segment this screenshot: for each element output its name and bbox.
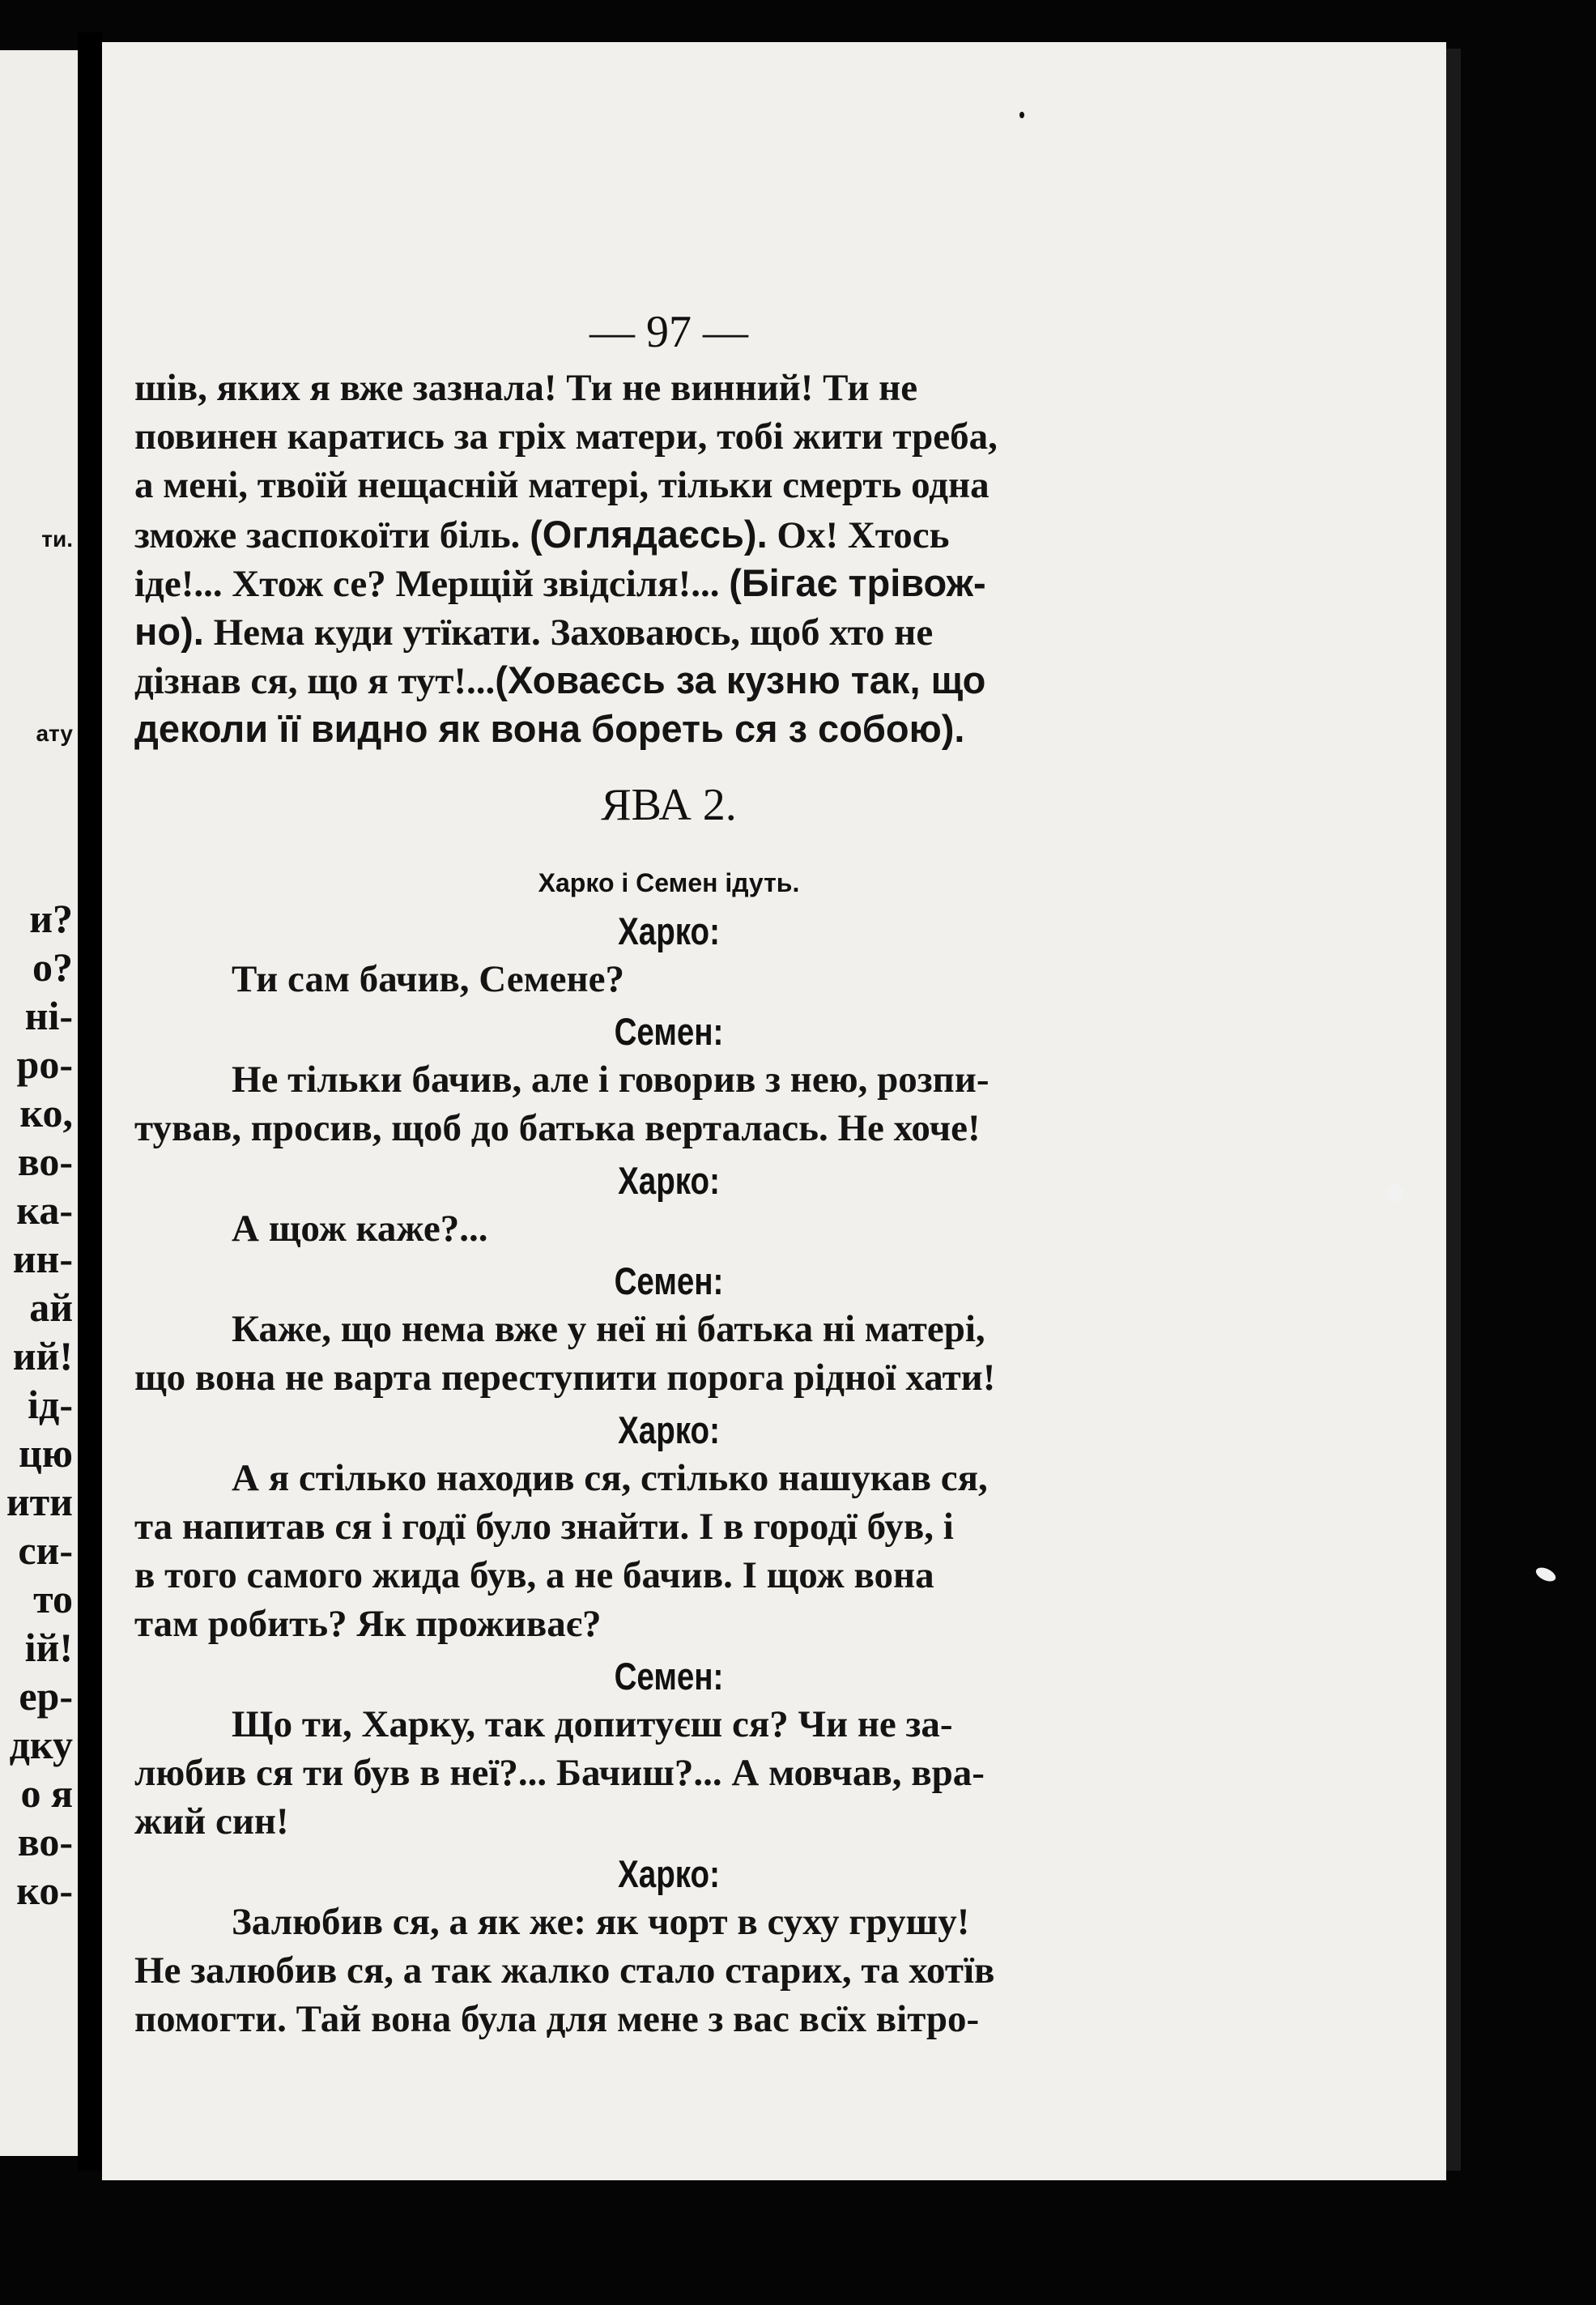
dialogue-line: в того самого жида був, а не бачив. І щож вона [134,1554,934,1596]
speaker-name: Семен: [614,1010,724,1053]
dialogue-line: Що ти, Харку, так допитуєш ся? Чи не за- [232,1703,953,1745]
dialogue-line: помогти. Тай вона була для мене з вас всїх вітро- [134,1998,980,2040]
line-text: повинен каратись за гріх матери, тобі жити треба, [134,415,998,458]
left-page-text: ату [36,721,73,746]
dialogue-line: та напитав ся і годї було знайти. І в городї був, і [134,1506,954,1548]
line-text: дізнав ся, що я тут!... [134,660,496,702]
dialogue-line: тував, просив, щоб до батька верталась. Не хоче! [134,1107,981,1149]
text-line [134,512,949,557]
line-text: Нема куди утїкати. Заховаюсь, щоб хто не [203,611,934,654]
dialogue-line: Залюбив ся, а як же: як чорт в суху грушу! [232,1901,970,1943]
page-number: — 97 — [589,307,748,357]
text-line [134,658,985,703]
speck [1019,112,1024,118]
left-page-text: о? [32,944,73,990]
line-text: шів, яких я вже зазнала! Ти не винний! Ти не [134,367,918,409]
text-line [134,560,986,606]
line-text: іде!... Хтож се? Мерщій звідсіля!... [134,563,730,605]
dialogue-line: там робить? Як проживає? [134,1603,602,1645]
left-page-text: ти. [41,526,73,552]
left-page-text: дку [9,1722,73,1767]
speaker-name: Харко: [618,1159,720,1202]
left-page-text: ко- [16,1868,73,1913]
dialogue-line: любив ся ти був в неї?... Бачиш?... А мовчав, вра- [134,1752,985,1794]
stage-direction: (Бігає трівож- [729,561,986,604]
dialogue-line: Ти сам бачив, Семене? [232,958,624,1000]
dialogue-line: жий син! [134,1800,289,1843]
text-line [134,415,998,458]
left-page-text: ро- [16,1042,73,1087]
left-page-text: о я [20,1770,73,1816]
book-page [102,42,1446,2180]
left-page-text: цю [18,1430,73,1476]
stage-direction: деколи її видно як вона бореть ся з собою). [134,707,965,750]
speaker-name: Семен: [614,1655,724,1698]
dialogue-line: А я стілько находив ся, стілько нашукав ся, [232,1457,988,1499]
left-page-text: си- [18,1527,73,1573]
left-page-text: во- [17,1819,73,1864]
stage-direction: (Оглядаєсь). [530,513,768,556]
scene-note: Харко і Семен ідуть. [538,868,800,897]
text-line [134,706,965,752]
speck [1534,1565,1557,1584]
left-page-text: ин- [12,1236,73,1281]
line-text: зможе заспокоїти біль. [134,514,530,556]
left-page-text: ай [29,1285,73,1330]
speaker-name: Харко: [618,1852,720,1895]
text-line [134,463,990,507]
page-edge [1446,49,1461,2171]
left-page-text: во- [17,1139,73,1184]
left-page-text: ий! [12,1333,73,1378]
left-page-text: ні- [24,993,73,1038]
left-page-text: то [33,1576,73,1621]
book-gutter [78,32,102,2171]
text-line [134,609,933,654]
speaker-name: Харко: [618,910,720,952]
speaker-name: Семен: [614,1259,724,1302]
left-page-text: ій! [24,1625,73,1670]
dialogue-line: Не тільки бачив, але і говорив з нею, розпи- [232,1059,990,1101]
dialogue-line: А щож каже?... [232,1208,488,1250]
dialogue-line: що вона не варта переступити порога рідної хати! [134,1357,996,1399]
left-page-text: ити [6,1479,73,1524]
dialogue-line: Каже, що нема вже у неї ні батька ні матері, [232,1308,985,1350]
speck [1387,1184,1403,1202]
text-line [134,366,917,410]
left-page-fragment [0,50,78,2156]
stage-direction: но). [134,610,204,653]
line-text: а мені, твоїй нещасній матері, тільки смерть одна [134,464,990,506]
stage-direction: (Ховаєсь за кузню так, що [495,658,986,701]
left-page-text: ід- [28,1382,73,1427]
scene-heading: ЯВА 2. [601,780,737,830]
line-text: Ох! Хтось [767,514,950,556]
left-page-text: и? [29,896,73,941]
left-page-text: ко, [19,1090,73,1135]
left-page-text: ер- [19,1673,73,1719]
left-page-text: ка- [16,1187,73,1233]
speaker-name: Харко: [618,1408,720,1451]
dialogue-line: Не залюбив ся, а так жалко стало старих, та хотїв [134,1949,995,1992]
